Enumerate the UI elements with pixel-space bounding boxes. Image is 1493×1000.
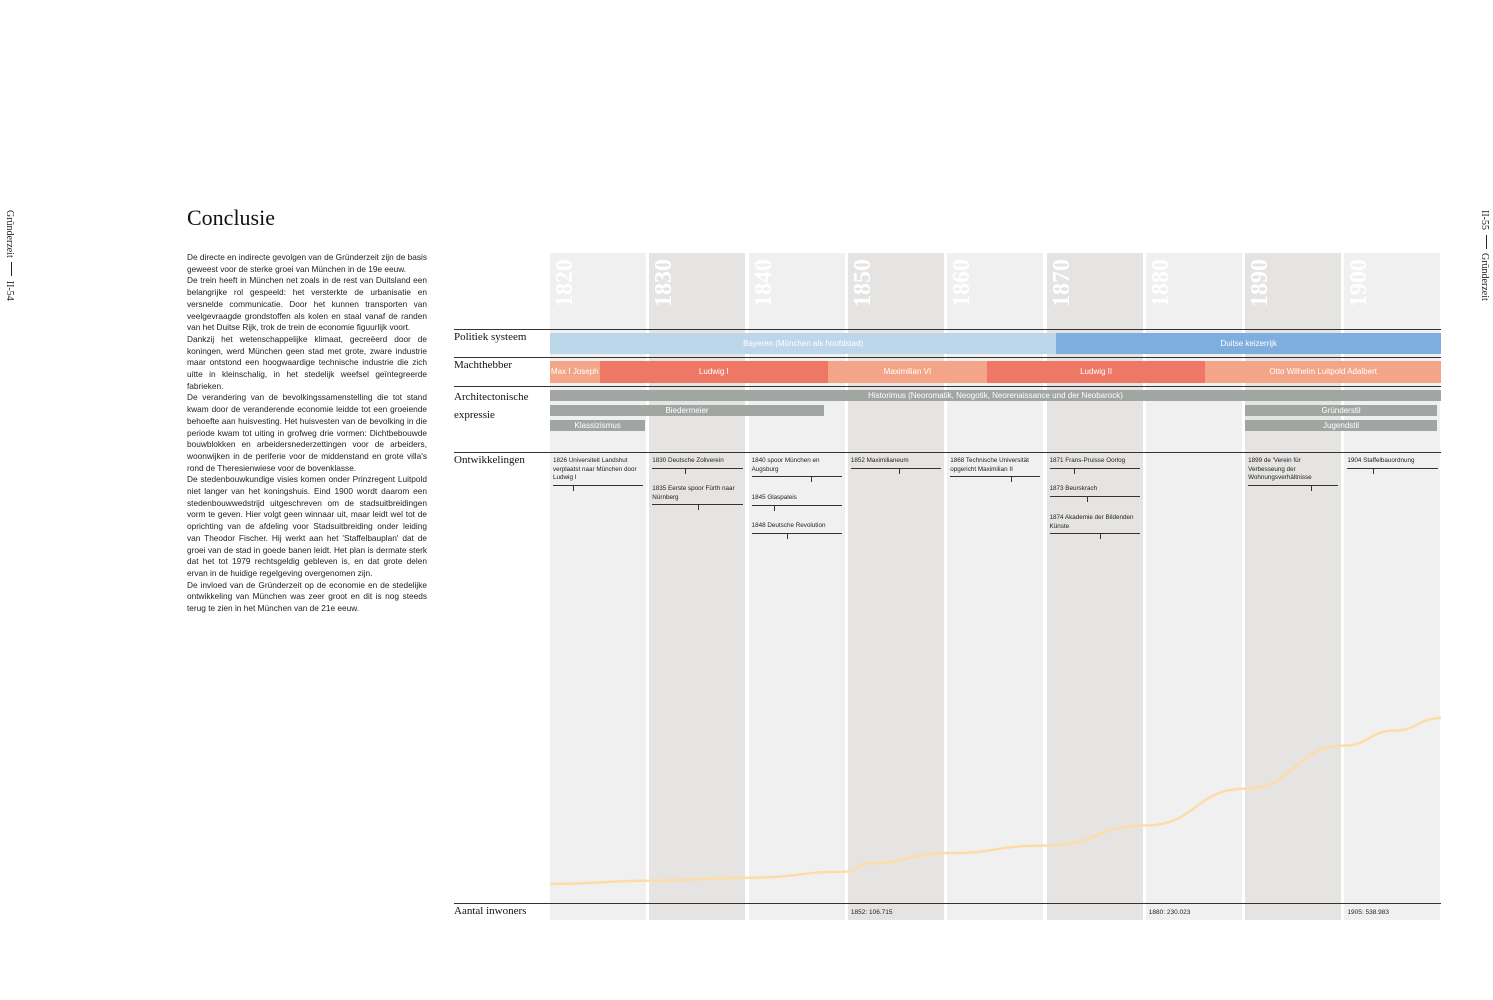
ruler-bar: Ludwig II (987, 361, 1205, 383)
event-text: 1848 Deutsche Revolution (751, 522, 826, 529)
style-bar: Historimus (Neoromatik, Neogotik, Neorenaissance und der Neobarock) (550, 390, 1441, 401)
politics-bar: Bayeren (München als hoofdstad) (550, 333, 1056, 354)
page-title: Conclusie (187, 205, 275, 230)
paragraph: De stedenbouwkundige visies komen onder Prinzregent Luitpold niet langer van het koningshuis. Eind 1900 wordt daarom een stedenbouwwedstrijd uitgeschreven om de stadsuitbreidingen vorm te geven. Hier volgt geen winnaar uit, maar leidt wel tot de oprichting van de afdeling voor Stadsuitbreiding onder leiding van Theodor Fischer. Hij werkt aan het 'Staffelbauplan' dat de groei van de stad in goede banen leidt. Het plan is dermate sterk dat het tot 1979 rechtsgeldig gebleven is, en dat grote delen ervan in de huidige regelgeving overgenomen zijn. (187, 474, 427, 578)
row-label-ontwikkelingen: Ontwikkelingen (454, 454, 525, 466)
running-title-right: Gründerzeit (1479, 253, 1490, 301)
row-label-inwoners: Aantal inwoners (454, 905, 527, 917)
event-text: 1871 Frans-Pruisse Oorlog (1049, 457, 1126, 464)
event-text: 1840 spoor München en Augsburg (751, 457, 820, 473)
decade-label-1860: 1860 (949, 259, 976, 307)
decade-label-1830: 1830 (651, 259, 678, 307)
decade-label-1900: 1900 (1346, 259, 1373, 307)
decade-label-1890: 1890 (1247, 259, 1274, 307)
ruler-bar: Maximilian VI (828, 361, 987, 383)
running-title-left: Gründerzeit (4, 210, 15, 258)
event-text: 1845 Glaspaleis (751, 494, 797, 501)
politics-bar: Duitse keizerrijk (1056, 333, 1441, 354)
style-bar: Klassizismus (550, 420, 645, 431)
event-text: 1852 Maximilianeum (850, 457, 909, 464)
paragraph: De directe en indirecte gevolgen van de Gründerzeit zijn de basis geweest voor de sterke groei van München in de 19e eeuw. (187, 252, 427, 274)
decade-label-1870: 1870 (1048, 259, 1075, 307)
style-bar: Biedermeier (550, 405, 824, 416)
event-text: 1904 Staffelbauordnung (1347, 457, 1415, 464)
style-bar: Jugendstil (1245, 420, 1437, 431)
paragraph: Dankzij het wetenschappelijke klimaat, gecreëerd door de koningen, werd München geen stad met grote, zware industrie maar ontstond een hoogwaardige technische industrie die zich uitte in kleinschalig, in het stedelijk weefsel geïntegreerde fabrieken. (187, 333, 427, 391)
event-text: 1835 Eerste spoor Fürth naar Nürnberg (652, 485, 735, 501)
event-text: 1873 Beurskrach (1049, 485, 1098, 492)
decade-label-1820: 1820 (552, 259, 578, 307)
style-bar: Gründerstil (1245, 405, 1437, 416)
population-label: 1905: 538.983 (1347, 909, 1389, 916)
population-label: 1852: 106.715 (850, 909, 893, 916)
event-text: 1830 Deutsche Zollverein (652, 457, 724, 464)
ruler-bar: Ludwig I (600, 361, 828, 383)
row-label-politiek: Politiek systeem (454, 331, 527, 343)
population-label: 1880: 230.023 (1148, 909, 1191, 916)
decade-label-1840: 1840 (750, 259, 777, 307)
page-number-left: II-54 (4, 280, 15, 301)
ruler-bar: Otto Wilhelm Luitpold Adalbert (1205, 361, 1441, 383)
event-text: 1826 Universiteit Landshut verplaatst naar München door Ludwig I (553, 457, 637, 481)
ruler-bar: Max I Joseph (550, 361, 600, 383)
row-label-machthebber: Machthebber (454, 359, 513, 371)
decade-label-1880: 1880 (1147, 259, 1174, 307)
event-text: 1899 de 'Verein für Verbesseung der Wohnungsverhältnisse (1248, 457, 1312, 481)
decade-label-1850: 1850 (849, 259, 876, 307)
event-text: 1874 Akademie der Bildenden Künste (1049, 514, 1134, 530)
paragraph: De verandering van de bevolkingssamenstelling die tot stand kwam door de veranderende economie leidde tot een groeiende behoefte aan huisvesting. Het huisvesten van de bevolking in die periode kwam tot uiting in grofweg drie vormen: Dichtbebouwde bouwblokken en arbeidersnederzettingen voor de arbeiders, woonwijken in de periferie voor de middenstand en grote villa's rond de Theresienwiese voor de bovenklasse. (187, 392, 427, 473)
event-text: 1868 Technische Universität opgericht Maximilian II (950, 457, 1029, 473)
row-label-architectuur: Architectonische expressie (454, 391, 529, 421)
population-line (550, 718, 1441, 884)
page-number-right: II-55 (1479, 210, 1490, 230)
paragraph: De trein heeft in München net zoals in de rest van Duitsland een belangrijke rol gespeeld: het versterkte de urbanisatie en versnelde communicatie. Door het kunnen transporten van veelgevraagde grondstoffen als kolen en staal vanaf de randen van het Duitse Rijk, trok de trein de economie figuurlijk voort. (187, 275, 427, 333)
paragraph: De invloed van de Gründerzeit op de economie en de stedelijke ontwikkeling van München was zeer groot en dit is nog steeds terug te zien in het München van de 21e eeuw. (187, 579, 427, 614)
